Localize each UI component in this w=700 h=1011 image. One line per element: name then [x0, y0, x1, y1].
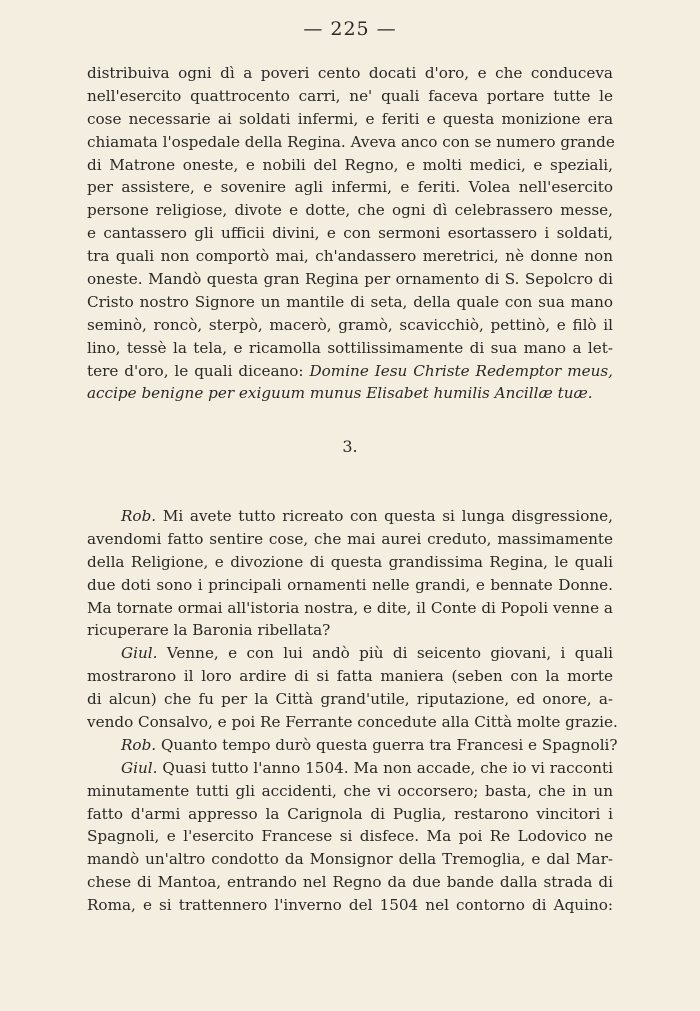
latin-inscription-line: accipe benigne per exiguum munus Elisabet humilis Ancillæ tuæ. — [87, 384, 593, 403]
text-line: cose necessarie ai soldati infermi, e feriti e questa monizione era — [87, 109, 613, 128]
text-line: fatto d'armi appresso la Carignola di Puglia, restarono vincitori i — [87, 804, 613, 823]
dialogue-first-line — [87, 642, 613, 665]
dialogue-text: Venne, e con lui andò più di seicento giovani, i quali — [157, 644, 613, 663]
text-line: persone religiose, divote e dotte, che ogni dì celebrassero messe, — [87, 201, 613, 220]
text-line: chiamata l'ospedale della Regina. Aveva anco con se numero grande — [87, 132, 615, 151]
text-line: ricuperare la Baronia ribellata? — [87, 621, 331, 640]
text-roman: tere d'oro, le quali diceano: — [87, 361, 310, 380]
text-line: di Matrone oneste, e nobili del Regno, e molti medici, e speziali, — [87, 155, 613, 174]
speaker-label: Giul. — [121, 758, 158, 777]
speaker-label: Rob. — [121, 735, 157, 754]
text-line: della Religione, e divozione di questa grandissima Regina, le quali — [87, 552, 613, 571]
text-line: avendomi fatto sentire cose, che mai aurei creduto, massimamente — [87, 529, 613, 548]
speaker-label: Rob. — [121, 507, 157, 525]
text-line: chese di Mantoa, entrando nel Regno da due bande dalla strada di — [87, 873, 613, 892]
text-line: lino, tessè la tela, e ricamolla sottilissimamente di sua mano a let- — [87, 338, 613, 357]
text-line: due doti sono i principali ornamenti nelle grandi, e bennate Donne. — [87, 575, 613, 594]
text-line: oneste. Mandò questa gran Regina per ornamento di S. Sepolcro di — [87, 270, 613, 289]
text-line: e cantassero gli ufficii divini, e con sermoni esortassero i soldati, — [87, 224, 613, 243]
text-line: nell'esercito quattrocento carri, ne' quali faceva portare tutte le — [87, 86, 613, 105]
text-line: vendo Consalvo, e poi Re Ferrante concedute alla Città molte grazie. — [87, 713, 618, 732]
text-line: Roma, e si trattennero l'inverno del 1504 nel contorno di Aquino: — [87, 896, 613, 915]
text-line: tra quali non comportò mai, ch'andassero meretrici, nè donne non — [87, 247, 613, 266]
dialogue-first-line — [87, 734, 618, 757]
text-line: seminò, roncò, sterpò, macerò, gramò, scavicchiò, pettinò, e filò il — [87, 315, 613, 334]
paragraph-queen-charity — [87, 62, 613, 405]
text-line-mixed — [87, 360, 613, 383]
text-line: mandò un'altro condotto da Monsignor della Tremoglia, e dal Mar- — [87, 850, 613, 869]
text-line: Ma tornate ormai all'istoria nostra, e dite, il Conte di Popoli venne a — [87, 598, 613, 617]
dialogue-section — [87, 505, 618, 917]
dialogue-first-line — [87, 505, 613, 528]
text-line: mostrarono il loro ardire di si fatta maniera (seben con la morte — [87, 667, 613, 686]
section-number: 3. — [342, 437, 358, 456]
text-line: distribuiva ogni dì a poveri cento docati d'oro, e che conduceva — [87, 64, 613, 82]
text-line: per assistere, e sovenire agli infermi, e feriti. Volea nell'esercito — [87, 178, 613, 197]
latin-inscription: Domine Iesu Christe Redemptor meus, — [309, 361, 613, 380]
speaker-label: Giul. — [121, 644, 158, 663]
dialogue-text: Quanto tempo durò questa guerra tra Francesi e Spagnoli? — [156, 735, 618, 754]
text-line: Spagnoli, e l'esercito Francese si disfece. Ma poi Re Lodovico ne — [87, 827, 613, 846]
dialogue-first-line — [87, 757, 613, 780]
text-line: di alcun) che fu per la Città grand'utile, riputazione, ed onore, a- — [87, 690, 613, 709]
dialogue-text: Mi avete tutto ricreato con questa si lunga disgressione, — [156, 507, 613, 525]
text-line: Cristo nostro Signore un mantile di seta, della quale con sua mano — [87, 292, 613, 311]
text-line: minutamente tutti gli accidenti, che vi occorsero; basta, che in un — [87, 781, 613, 800]
dialogue-text: Quasi tutto l'anno 1504. Ma non accade, che io vi racconti — [157, 758, 613, 777]
page-number: — 225 — — [303, 18, 397, 40]
